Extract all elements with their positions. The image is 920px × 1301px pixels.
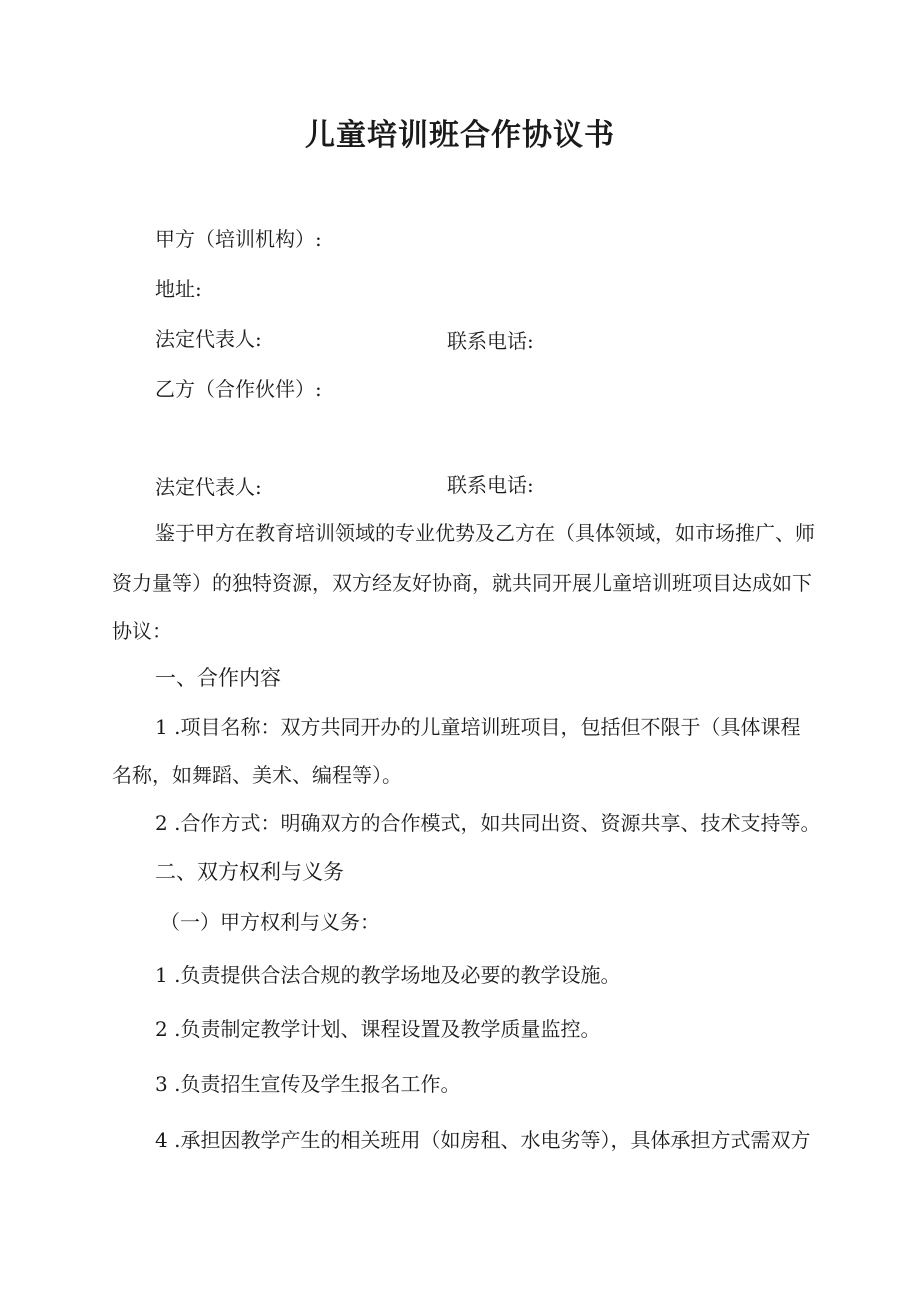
section-1-item-2: 2 .合作方式：明确双方的合作模式，如共同出资、资源共享、技术支持等。: [155, 811, 821, 835]
section-1-item-1-line-1: 1 .项目名称：双方共同开办的儿童培训班项目，包括但不限于（具体课程: [155, 715, 801, 739]
section-2-heading: 二、双方权利与义务: [155, 860, 344, 884]
party-b-label: 乙方（合作伙伴）:: [155, 377, 322, 401]
intro-line-2: 资力量等）的独特资源，双方经友好协商，就共同开展儿童培训班项目达成如下: [112, 571, 812, 595]
section-1-item-1-line-2: 名称，如舞蹈、美术、编程等）。: [112, 763, 402, 787]
party-a-rep-label: 法定代表人:: [155, 327, 262, 351]
section-2-item-2: 2 .负责制定教学计划、课程设置及教学质量监控。: [155, 1017, 601, 1041]
party-a-label: 甲方（培训机构）:: [155, 227, 322, 251]
party-b-phone-label: 联系电话:: [447, 473, 534, 497]
intro-line-3: 协议：: [112, 619, 172, 643]
section-2-item-1: 1 .负责提供合法合规的教学场地及必要的教学设施。: [155, 963, 621, 987]
intro-line-1: 鉴于甲方在教育培训领域的专业优势及乙方在（具体领域，如市场推广、师: [155, 521, 815, 545]
party-b-rep-label: 法定代表人:: [155, 475, 262, 499]
document-title: 儿童培训班合作协议书: [305, 118, 615, 153]
section-2-item-3: 3 .负责招生宣传及学生报名工作。: [155, 1072, 461, 1096]
address-label: 地址:: [155, 277, 202, 301]
section-2-sub-heading: （一）甲方权利与义务：: [160, 910, 380, 934]
section-1-heading: 一、合作内容: [155, 666, 281, 690]
party-a-phone-label: 联系电话:: [447, 329, 534, 353]
section-2-item-4: 4 .承担因教学产生的相关班用（如房租、水电劣等），具体承担方式需双方: [155, 1128, 811, 1152]
